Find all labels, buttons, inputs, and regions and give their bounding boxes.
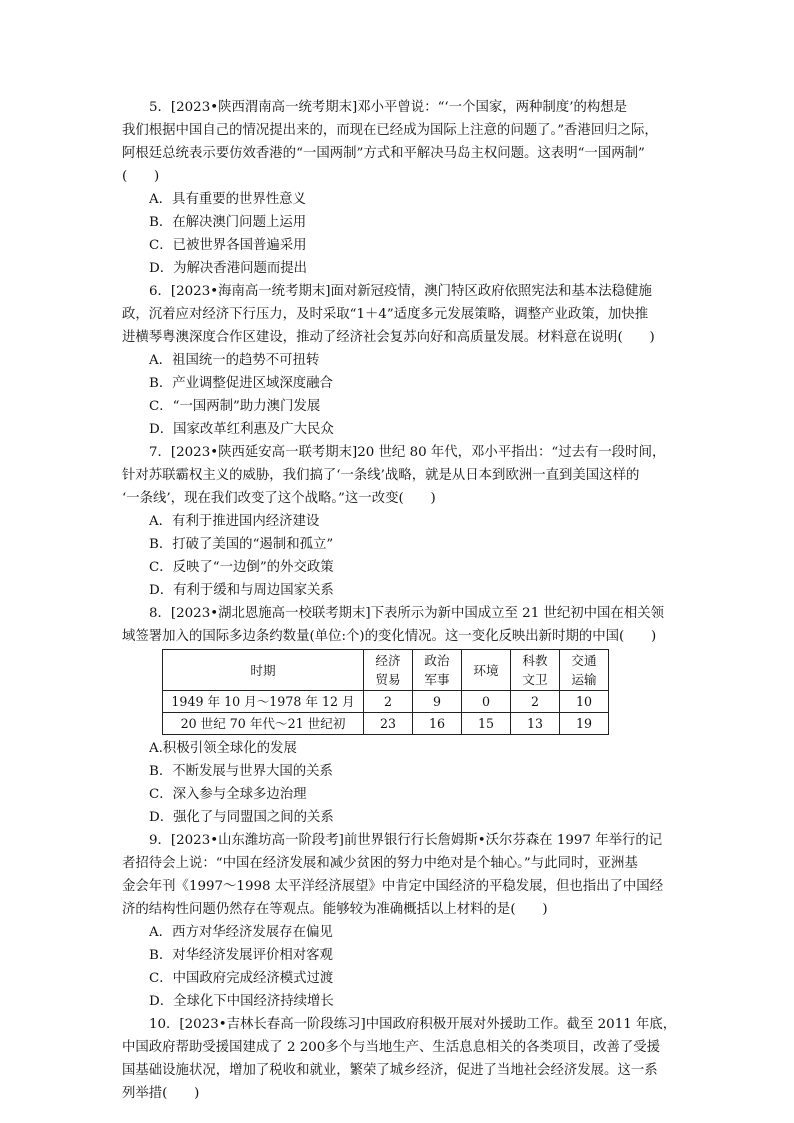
option-a: A．具有重要的世界性意义 [149,192,306,207]
question-8 [122,602,682,829]
question-5 [122,96,682,280]
table-cell: 2 [511,691,560,713]
question-stem-line: 进横琴粤澳深度合作区建设，推动了经济社会复苏向好和高质量发展。材料意在说明( ) [122,330,655,345]
answer-blank: ( ) [122,169,160,184]
question-stem-line: 列举措( ) [122,1086,200,1101]
question-page [122,96,682,1105]
question-10 [122,1013,682,1105]
treaty-table [162,649,609,735]
question-stem-line: 9．[2023•山东潍坊高一阶段考]前世界银行行长詹姆斯•沃尔芬森在 1997 年举行的记 [149,833,663,848]
question-7 [122,441,682,602]
question-stem-line: 阿根廷总统表示要仿效香港的“一国两制”方式和平解决马岛主权问题。这表明“一国两制” [122,146,645,161]
option-c: C．深入参与全球多边治理 [149,787,307,802]
option-b: B．产业调整促进区域深度融合 [149,376,333,391]
question-stem-line: 国基础设施状况，增加了税收和就业，繁荣了城乡经济，促进了当地社会经济发展。这一系 [122,1063,658,1078]
option-d: D．国家改革红利惠及广大民众 [149,422,334,437]
table-header-cell: 环境 [462,650,511,691]
question-stem-line: 者招待会上说：“中国在经济发展和减少贫困的努力中绝对是个轴心。”与此同时，亚洲基 [122,856,638,871]
table-row [163,691,609,713]
table-cell: 13 [511,713,560,735]
question-stem-line: 6．[2023•海南高一统考期末]面对新冠疫情，澳门特区政府依照宪法和基本法稳健施 [149,284,652,299]
question-stem-line: 政，沉着应对经济下行压力，及时采取“1＋4”适度多元发展策略，调整产业政策，加快推 [122,307,649,322]
option-d: D．全球化下中国经济持续增长 [149,994,334,1009]
table-cell: 9 [413,691,462,713]
table-cell: 15 [462,713,511,735]
question-stem-line: 7．[2023•陕西延安高一联考期末]20 世纪 80 年代，邓小平指出：“过去有一段时间， [149,445,666,460]
option-a: A.积极引领全球化的发展 [149,741,297,756]
table-header-cell: 经济 贸易 [364,650,413,691]
option-c: C．已被世界各国普遍采用 [149,238,307,253]
question-stem-line: 5．[2023•陕西渭南高一统考期末]邓小平曾说：“‘一个国家，两种制度’的构想是 [149,100,628,115]
option-a: A．有利于推进国内经济建设 [149,514,320,529]
question-stem-line: ‘一条线’，现在我们改变了这个战略。”这一改变( ) [122,491,436,506]
table-cell: 0 [462,691,511,713]
option-d: D．有利于缓和与周边国家关系 [149,583,334,598]
option-c: C．中国政府完成经济模式过渡 [149,971,334,986]
question-stem-line: 8．[2023•湖北恩施高一校联考期末]下表所示为新中国成立至 21 世纪初中国在相关领 [149,606,664,621]
question-stem-line: 金会年刊《1997～1998 太平洋经济展望》中肯定中国经济的平稳发展，但也指出了中国经 [122,879,664,894]
option-d: D．为解决香港问题而提出 [149,261,308,276]
table-cell: 2 [364,691,413,713]
question-stem-line: 济的结构性问题仍然存在等观点。能够较为准确概括以上材料的是( ) [122,902,548,917]
table-header-cell: 交通 运输 [560,650,609,691]
table-header-cell: 政治 军事 [413,650,462,691]
table-header-row [163,650,609,691]
table-cell: 16 [413,713,462,735]
table-cell: 1949 年 10 月～1978 年 12 月 [163,691,364,713]
option-d: D．强化了与同盟国之间的关系 [149,810,334,825]
table-cell: 20 世纪 70 年代～21 世纪初 [163,713,364,735]
question-9 [122,829,682,1013]
option-a: A．祖国统一的趋势不可扭转 [149,353,320,368]
question-stem-line: 域签署加入的国际多边条约数量(单位:个)的变化情况。这一变化反映出新时期的中国( ) [122,629,657,644]
table-cell: 19 [560,713,609,735]
option-c: C．反映了“一边倒”的外交政策 [149,560,334,575]
table-header-cell: 时期 [163,650,364,691]
question-stem-line: 10．[2023•吉林长春高一阶段练习]中国政府积极开展对外援助工作。截至 2011 年底， [149,1017,677,1032]
question-stem-line: 中国政府帮助受援国建成了 2 200多个与当地生产、生活息息相关的各类项目，改善了受援 [122,1040,661,1055]
option-b: B．打破了美国的“遏制和孤立” [149,537,334,552]
table-row [163,713,609,735]
question-6 [122,280,682,441]
option-b: B．在解决澳门问题上运用 [149,215,307,230]
option-a: A．西方对华经济发展存在偏见 [149,925,333,940]
table-header-cell: 科教 文卫 [511,650,560,691]
option-c: C．“一国两制”助力澳门发展 [149,399,321,414]
table-cell: 23 [364,713,413,735]
question-stem-line: 我们根据中国自己的情况提出来的，而现在已经成为国际上注意的问题了。”香港回归之际， [122,123,658,138]
table-cell: 10 [560,691,609,713]
question-stem-line: 针对苏联霸权主义的威胁，我们搞了‘一条线’战略，就是从日本到欧洲一直到美国这样的 [122,468,640,483]
option-b: B．对华经济发展评价相对客观 [149,948,333,963]
option-b: B．不断发展与世界大国的关系 [149,764,333,779]
